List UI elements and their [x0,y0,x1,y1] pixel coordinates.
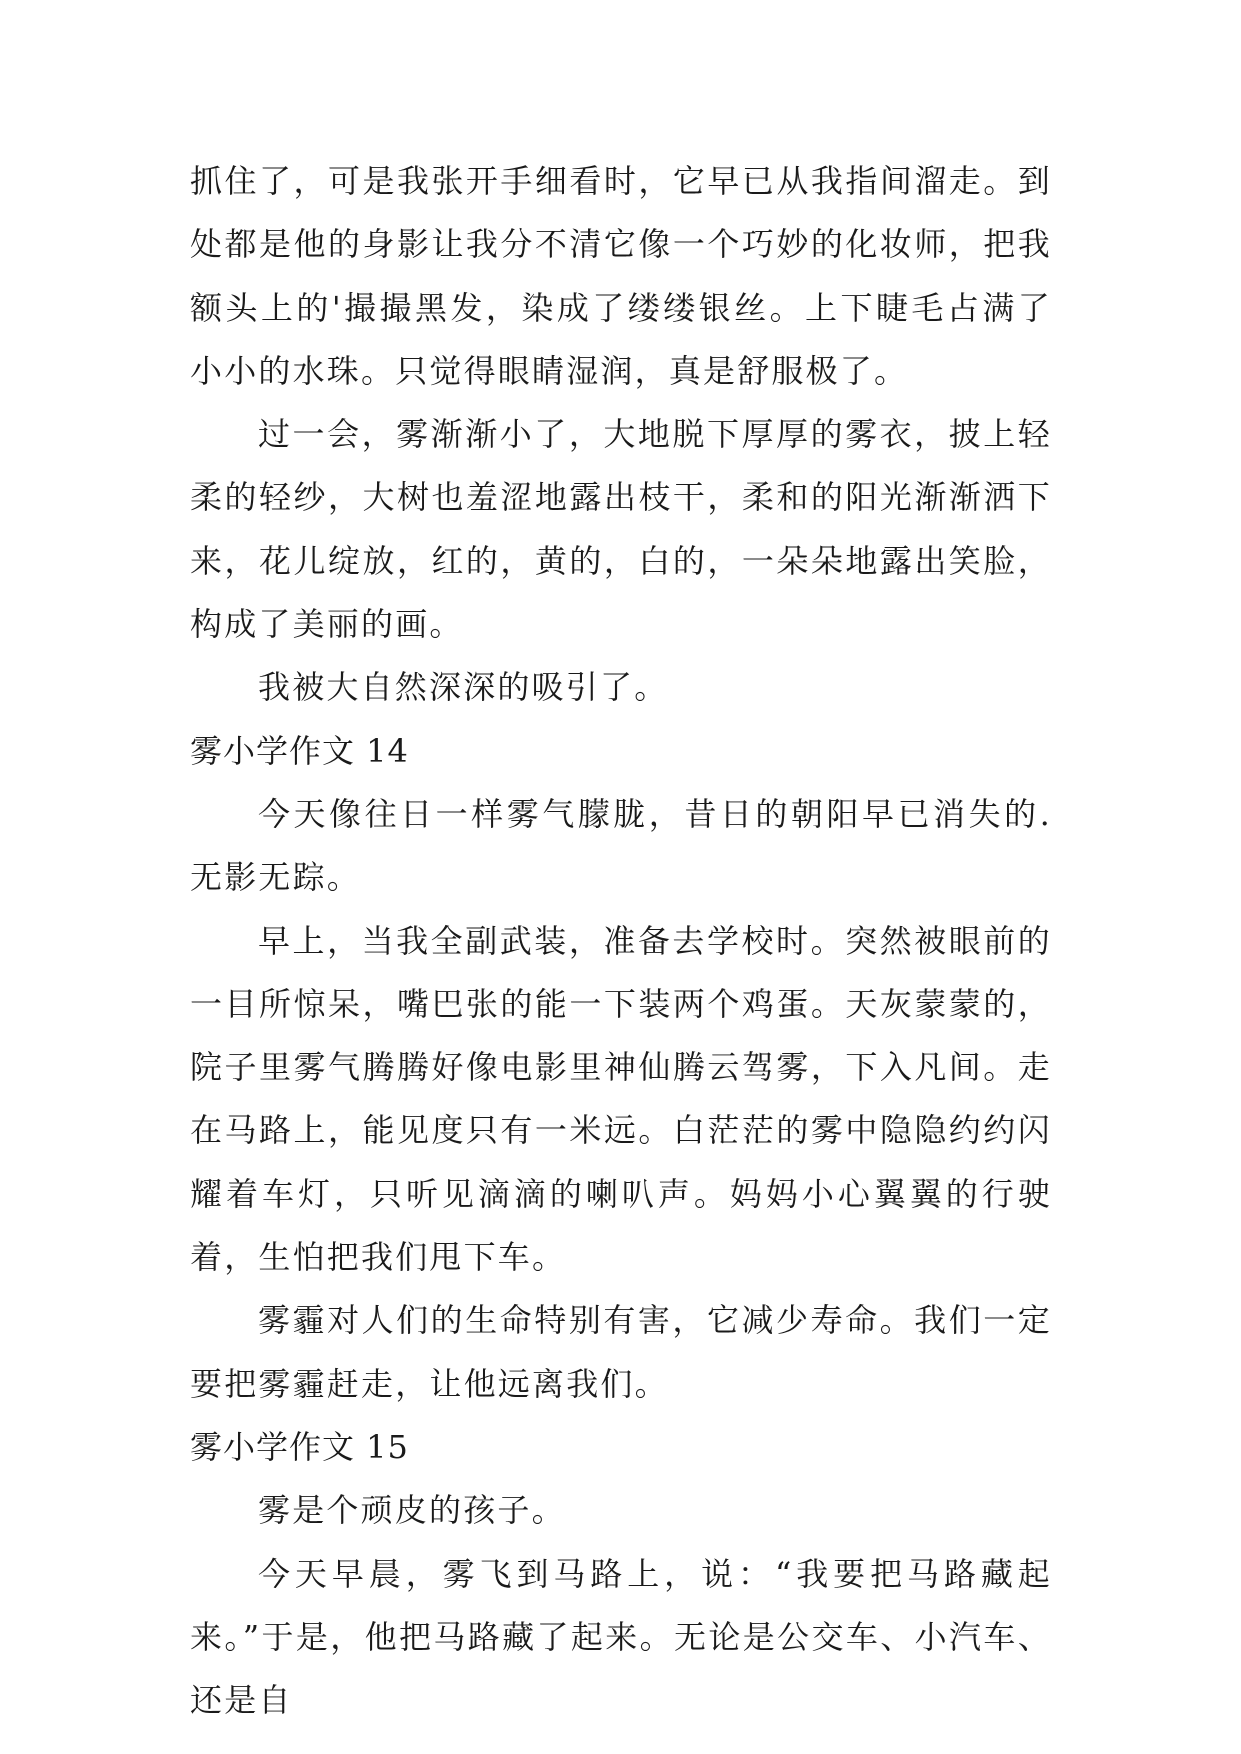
paragraph: 早上，当我全副武装，准备去学校时。突然被眼前的一目所惊呆，嘴巴张的能一下装两个鸡蛋。天灰蒙蒙的，院子里雾气腾腾好像电影里神仙腾云驾雾，下入凡间。走在马路上，能见度只有一米远。白茫茫的雾中隐隐约约闪耀着车灯，只听见滴滴的喇叭声。妈妈小心翼翼的行驶着，生怕把我们甩下车。 [190,921,1052,1277]
document-page [190,150,1052,1732]
section-heading: 雾小学作文 15 [190,1427,409,1466]
paragraph: 抓住了，可是我张开手细看时，它早已从我指间溜走。到处都是他的身影让我分不清它像一个巧妙的化妆师，把我额头上的'撮撮黑发，染成了缕缕银丝。上下睫毛占满了小小的水珠。只觉得眼睛湿润，真是舒服极了。 [190,162,1052,390]
paragraph: 雾霾对人们的生命特别有害，它减少寿命。我们一定要把雾霾赶走，让他远离我们。 [190,1301,1052,1403]
section-heading: 雾小学作文 14 [190,731,409,770]
paragraph: 雾是个顽皮的孩子。 [258,1491,566,1530]
paragraph: 过一会，雾渐渐小了，大地脱下厚厚的雾衣，披上轻柔的轻纱，大树也羞涩地露出枝干，柔和的阳光渐渐洒下来，花儿绽放，红的，黄的，白的，一朵朵地露出笑脸，构成了美丽的画。 [190,415,1052,644]
paragraph: 我被大自然深深的吸引了。 [258,668,669,707]
paragraph: 今天像往日一样雾气朦胧，昔日的朝阳早已消失的.无影无踪。 [190,794,1052,897]
paragraph: 今天早晨，雾飞到马路上，说：“我要把马路藏起来。”于是，他把马路藏了起来。无论是公交车、小汽车、还是自 [190,1554,1052,1720]
